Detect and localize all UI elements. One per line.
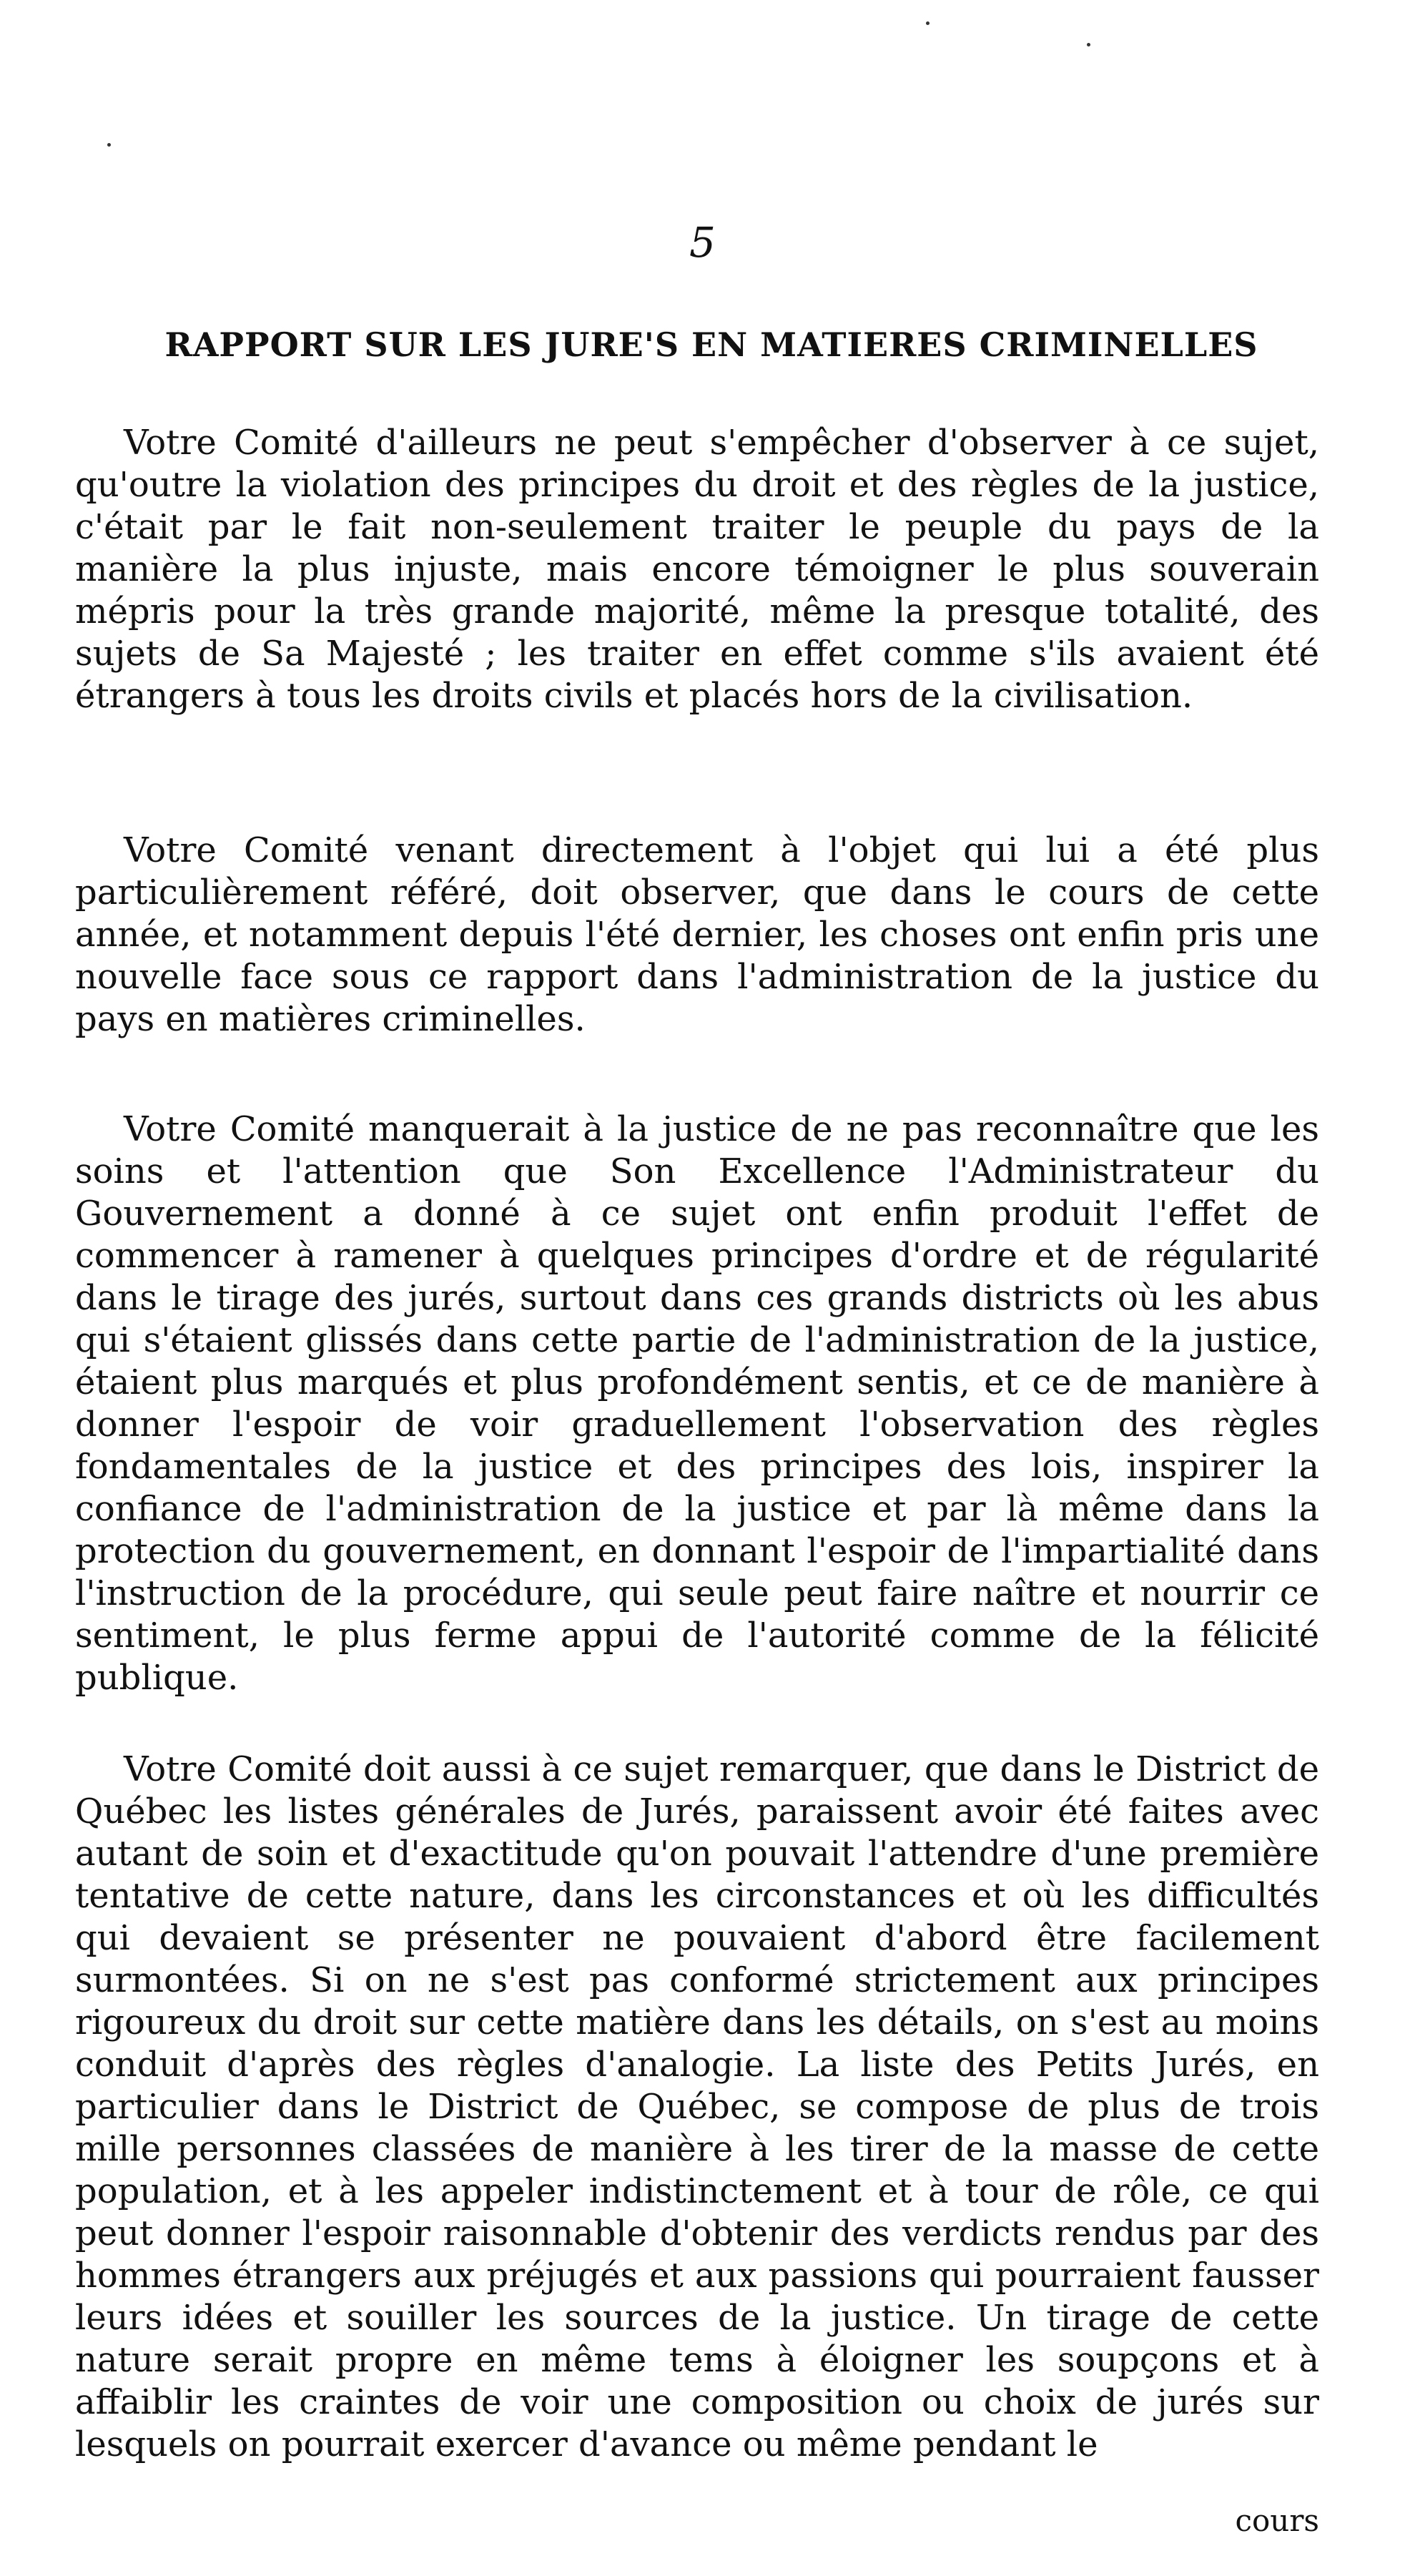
catchword: cours xyxy=(1235,2503,1319,2538)
paragraph: Votre Comité manquerait à la justice de ne pas reconnaître que les soins et l'attention que Son Excellence l'Administrateur du Gouvernement a donné à ce sujet ont enfin produit l'effet de commencer à ramener à quelques principes d'ordre et de régularité dans le tirage des jurés, surtout dans ces grands districts où les abus qui s'étaient glissés dans cette partie de l'administration de la justice, étaient plus marqués et plus profondément sentis, et ce de manière à donner l'espoir de voir graduellement l'observation des règles fondamentales de la justice et des principes des lois, inspirer la confiance de l'administration de la justice et par là même dans la protection du gouvernement, en donnant l'espoir de l'impartialité dans l'instruction de la procédure, qui seule peut faire naître et nourrir ce sentiment, le plus ferme appui de l'autorité comme de la félicité publique. xyxy=(75,1109,1319,1698)
paragraph: Votre Comité d'ailleurs ne peut s'empêcher d'observer à ce sujet, qu'outre la violation des principes du droit et des règles de la justice, c'était par le fait non-seulement traiter le peuple du pays de la manière la plus injuste, mais encore témoigner le plus souverain mépris pour la très grande majorité, même la presque totalité, des sujets de Sa Majesté ; les traiter en effet comme s'ils avaient été étrangers à tous les droits civils et placés hors de la civilisation. xyxy=(75,423,1319,716)
ink-speck xyxy=(107,143,111,147)
page-heading: RAPPORT SUR LES JURE'S EN MATIERES CRIMINELLES xyxy=(164,325,1258,364)
ink-speck xyxy=(926,21,930,25)
page-number: 5 xyxy=(689,218,716,267)
paragraph: Votre Comité doit aussi à ce sujet remarquer, que dans le District de Québec les listes générales de Jurés, paraissent avoir été faites avec autant de soin et d'exactitude qu'on pouvait l'attendre d'une première tentative de cette nature, dans les circonstances et où les difficultés qui devaient se présenter ne pouvaient d'abord être facilement surmontées. Si on ne s'est pas conformé strictement aux principes rigoureux du droit sur cette matière dans les détails, on s'est au moins conduit d'après des règles d'analogie. La liste des Petits Jurés, en particulier dans le District de Québec, se compose de plus de trois mille personnes classées de manière à les tirer de la masse de cette population, et à les appeler indistinctement et à tour de rôle, ce qui peut donner l'espoir raisonnable d'obtenir des verdicts rendus par des hommes étrangers aux préjugés et aux passions qui pourraient fausser leurs idées et souiller les sources de la justice. Un tirage de cette nature serait propre en même tems à éloigner les soupçons et à affaiblir les craintes de voir une composition ou choix de jurés sur lesquels on pourrait exercer d'avance ou même pendant le xyxy=(75,1749,1319,2464)
paragraph: Votre Comité venant directement à l'objet qui lui a été plus particulièrement référé, doit observer, que dans le cours de cette année, et notamment depuis l'été dernier, les choses ont enfin pris une nouvelle face sous ce rapport dans l'administration de la justice du pays en matières criminelles. xyxy=(75,830,1319,1039)
ink-speck xyxy=(1087,43,1090,46)
